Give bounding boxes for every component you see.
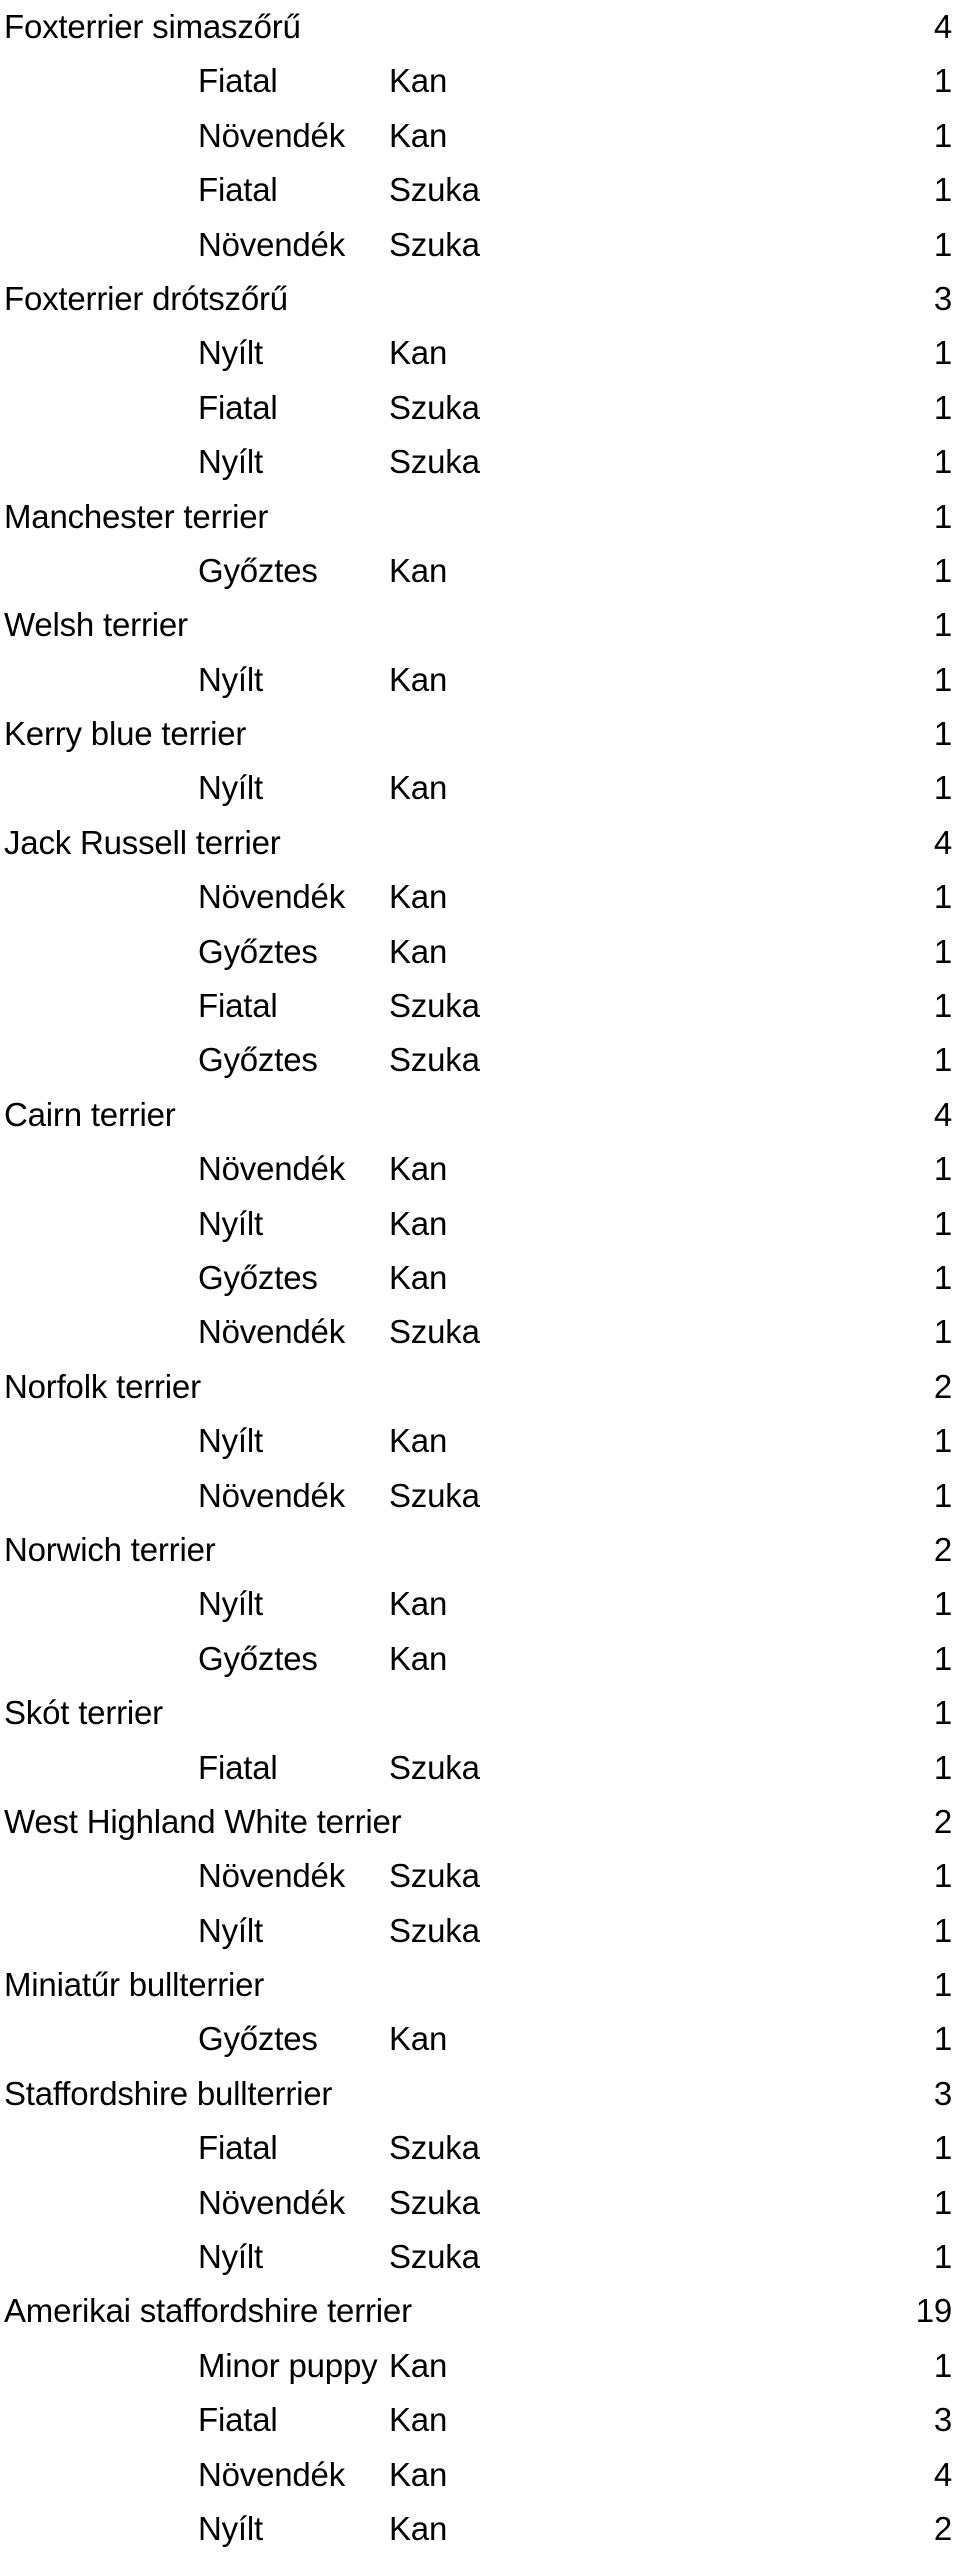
entry-count: 1 [933,171,952,209]
show-class: Nyílt [198,1422,264,1460]
breed-row [0,1686,960,1740]
breed-row [0,2067,960,2121]
show-class: Minor puppy [198,2346,378,2384]
sex-label: Kan [389,769,448,807]
entry-count: 1 [933,660,952,698]
show-class: Fiatal [198,171,278,209]
entry-count: 2 [933,1802,952,1840]
class-row [0,1469,960,1523]
class-row [0,1305,960,1359]
entry-count: 1 [933,1258,952,1296]
entry-count: 3 [933,2401,952,2439]
entry-count: 1 [933,1639,952,1677]
sex-label: Kan [389,1639,448,1677]
breed-row [0,1795,960,1849]
class-row [0,163,960,217]
class-row [0,1414,960,1468]
breed-name: Skót terrier [4,1694,163,1732]
entry-count: 1 [933,388,952,426]
entry-count: 1 [933,932,952,970]
class-row [0,1033,960,1087]
class-row [0,2339,960,2393]
class-row [0,381,960,435]
sex-label: Szuka [389,1476,480,1514]
class-row [0,1632,960,1686]
show-class: Győztes [198,932,318,970]
entry-count: 1 [933,2238,952,2276]
entry-count: 1 [933,987,952,1025]
class-row [0,870,960,924]
breed-row [0,0,960,54]
breed-name: Cairn terrier [4,1095,176,1133]
entry-count: 1 [933,1585,952,1623]
show-class: Fiatal [198,2401,278,2439]
entry-count: 1 [933,443,952,481]
entry-count: 2 [933,2509,952,2547]
sex-label: Kan [389,2509,448,2547]
entry-count: 3 [933,2074,952,2112]
show-class: Növendék [198,225,345,263]
class-row [0,2012,960,2066]
sex-label: Kan [389,1204,448,1242]
class-row [0,1741,960,1795]
class-row [0,1904,960,1958]
entry-count: 19 [915,2292,952,2330]
entry-count: 1 [933,2129,952,2167]
class-row [0,1849,960,1903]
sex-label: Szuka [389,2183,480,2221]
sex-label: Szuka [389,2129,480,2167]
breed-name: West Highland White terrier [4,1802,402,1840]
entry-count: 1 [933,2346,952,2384]
sex-label: Szuka [389,1911,480,1949]
class-row [0,2176,960,2230]
sex-label: Szuka [389,1748,480,1786]
sex-label: Kan [389,116,448,154]
entry-count: 1 [933,334,952,372]
show-class: Növendék [198,2455,345,2493]
class-row [0,1197,960,1251]
show-class: Nyílt [198,1911,264,1949]
show-class: Növendék [198,878,345,916]
breed-name: Staffordshire bullterrier [4,2074,333,2112]
breed-row [0,1523,960,1577]
entry-count: 1 [933,551,952,589]
breed-name: Foxterrier simaszőrű [4,8,301,45]
sex-label: Szuka [389,1313,480,1351]
entry-count: 1 [933,769,952,807]
breed-row [0,816,960,870]
class-row [0,2121,960,2175]
show-class: Fiatal [198,1748,278,1786]
entry-count: 1 [933,1857,952,1895]
sex-label: Kan [389,1258,448,1296]
entry-count: 1 [933,1204,952,1242]
entry-count: 4 [933,2455,952,2493]
breed-name: Amerikai staffordshire terrier [4,2292,412,2330]
class-row [0,979,960,1033]
show-class: Nyílt [198,1204,264,1242]
sex-label: Kan [389,1150,448,1188]
class-row [0,435,960,489]
sex-label: Szuka [389,1041,480,1079]
entry-count: 1 [933,2020,952,2058]
sex-label: Szuka [389,2238,480,2276]
entry-count: 1 [933,2183,952,2221]
entry-count: 1 [933,1422,952,1460]
entry-count: 1 [933,497,952,535]
breed-row [0,490,960,544]
sex-label: Kan [389,62,448,100]
entry-count: 1 [933,1041,952,1079]
sex-label: Kan [389,1422,448,1460]
entry-count: 1 [933,1313,952,1351]
sex-label: Kan [389,2346,448,2384]
show-class: Növendék [198,1150,345,1188]
entry-count: 1 [933,1911,952,1949]
entry-count: 1 [933,1966,952,2004]
class-row [0,326,960,380]
show-class: Nyílt [198,769,264,807]
sex-label: Kan [389,878,448,916]
class-row [0,54,960,108]
sex-label: Szuka [389,171,480,209]
show-class: Fiatal [198,62,278,100]
class-row [0,1251,960,1305]
breed-name: Miniatűr bullterrier [4,1966,265,2004]
entry-count: 1 [933,1748,952,1786]
class-row [0,2502,960,2556]
class-row [0,2393,960,2447]
entry-count: 1 [933,878,952,916]
sex-label: Kan [389,2020,448,2058]
class-row [0,2230,960,2284]
entry-count: 1 [933,116,952,154]
breed-name: Norfolk terrier [4,1367,201,1405]
show-class: Növendék [198,116,345,154]
show-class: Fiatal [198,388,278,426]
entry-count: 1 [933,606,952,644]
entry-count: 4 [933,1095,952,1133]
show-class: Nyílt [198,443,264,481]
class-row [0,1142,960,1196]
entry-count: 1 [933,1694,952,1732]
show-class: Nyílt [198,1585,264,1623]
show-class: Növendék [198,1857,345,1895]
entry-count: 1 [933,1150,952,1188]
sex-label: Kan [389,2455,448,2493]
show-class: Nyílt [198,660,264,698]
entry-count: 1 [933,715,952,753]
sex-label: Szuka [389,1857,480,1895]
class-row [0,218,960,272]
breed-row [0,1958,960,2012]
show-class: Növendék [198,2183,345,2221]
entry-count: 1 [933,62,952,100]
class-row [0,2448,960,2502]
sex-label: Kan [389,660,448,698]
show-class: Nyílt [198,334,264,372]
entry-count: 1 [933,225,952,263]
entry-count: 3 [933,279,952,317]
show-class: Győztes [198,1041,318,1079]
show-class: Győztes [198,2020,318,2058]
entry-count: 4 [933,823,952,861]
show-class: Fiatal [198,2129,278,2167]
show-class: Fiatal [198,987,278,1025]
sex-label: Szuka [389,388,480,426]
breed-row [0,272,960,326]
sex-label: Szuka [389,443,480,481]
sex-label: Kan [389,1585,448,1623]
sex-label: Kan [389,932,448,970]
breed-name: Jack Russell terrier [4,823,281,861]
entry-count: 2 [933,1530,952,1568]
show-class: Nyílt [198,2509,264,2547]
class-row [0,109,960,163]
breed-row [0,2284,960,2338]
sex-label: Kan [389,334,448,372]
class-row [0,544,960,598]
class-row [0,1577,960,1631]
sex-label: Kan [389,2401,448,2439]
breed-name: Kerry blue terrier [4,715,247,753]
breed-row [0,1360,960,1414]
entry-count: 4 [933,8,952,45]
breed-row [0,707,960,761]
entry-count: 2 [933,1367,952,1405]
entry-count: 1 [933,1476,952,1514]
breed-row [0,598,960,652]
show-class: Győztes [198,551,318,589]
show-class: Győztes [198,1258,318,1296]
class-row [0,925,960,979]
sex-label: Szuka [389,225,480,263]
show-class: Növendék [198,1313,345,1351]
breed-name: Welsh terrier [4,606,188,644]
breed-name: Norwich terrier [4,1530,216,1568]
breed-name: Manchester terrier [4,497,269,535]
breed-name: Foxterrier drótszőrű [4,279,288,317]
breed-row [0,1088,960,1142]
sex-label: Kan [389,551,448,589]
class-row [0,761,960,815]
class-row [0,653,960,707]
show-class: Győztes [198,1639,318,1677]
show-class: Növendék [198,1476,345,1514]
sex-label: Szuka [389,987,480,1025]
show-class: Nyílt [198,2238,264,2276]
